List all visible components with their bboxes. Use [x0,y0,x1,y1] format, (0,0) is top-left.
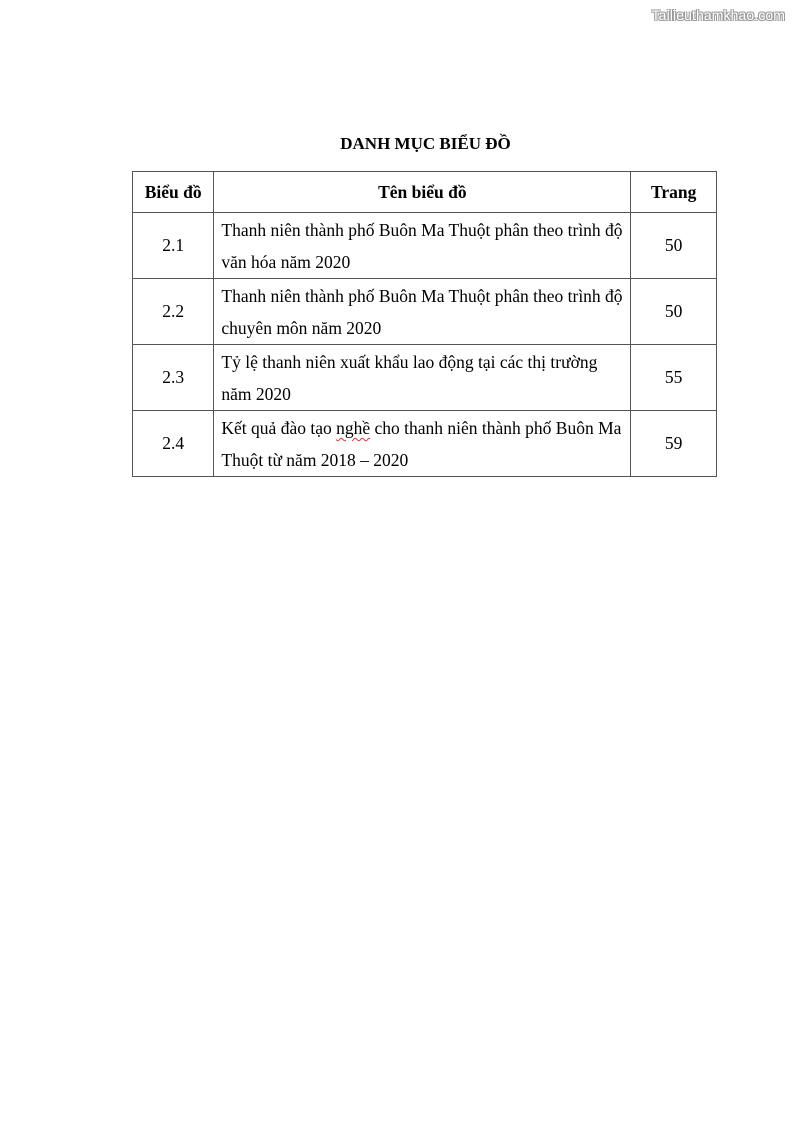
page-number: 55 [631,345,717,411]
table-row [133,213,717,279]
chart-number: 2.1 [133,213,214,279]
table-row [133,279,717,345]
chart-name: Thanh niên thành phố Buôn Ma Thuột phân theo trình độ văn hóa năm 2020 [214,213,631,279]
table-row [133,411,717,477]
watermark-text: Tailieuthamkhao.com [651,7,785,23]
header-chart-name: Tên biểu đồ [214,172,631,213]
page-number: 59 [631,411,717,477]
chart-number: 2.3 [133,345,214,411]
page-number: 50 [631,213,717,279]
chart-name [214,411,631,477]
chart-name: Tỷ lệ thanh niên xuất khẩu lao động tại các thị trường năm 2020 [214,345,631,411]
table-row [133,345,717,411]
chart-number: 2.2 [133,279,214,345]
spellcheck-marked-word: nghề [336,418,371,438]
chart-name: Thanh niên thành phố Buôn Ma Thuột phân theo trình độ chuyên môn năm 2020 [214,279,631,345]
chart-number: 2.4 [133,411,214,477]
chart-list-table [132,171,717,477]
header-chart-number: Biểu đồ [133,172,214,213]
table-header-row [133,172,717,213]
header-page: Trang [631,172,717,213]
page-title: DANH MỤC BIỂU ĐỒ [340,134,511,153]
chart-name-part: Kết quả đào tạo [221,418,337,438]
page-number: 50 [631,279,717,345]
chart-name-part: cho thanh niên thành phố Buôn Ma Thuột từ năm 2018 – 2020 [221,418,622,470]
